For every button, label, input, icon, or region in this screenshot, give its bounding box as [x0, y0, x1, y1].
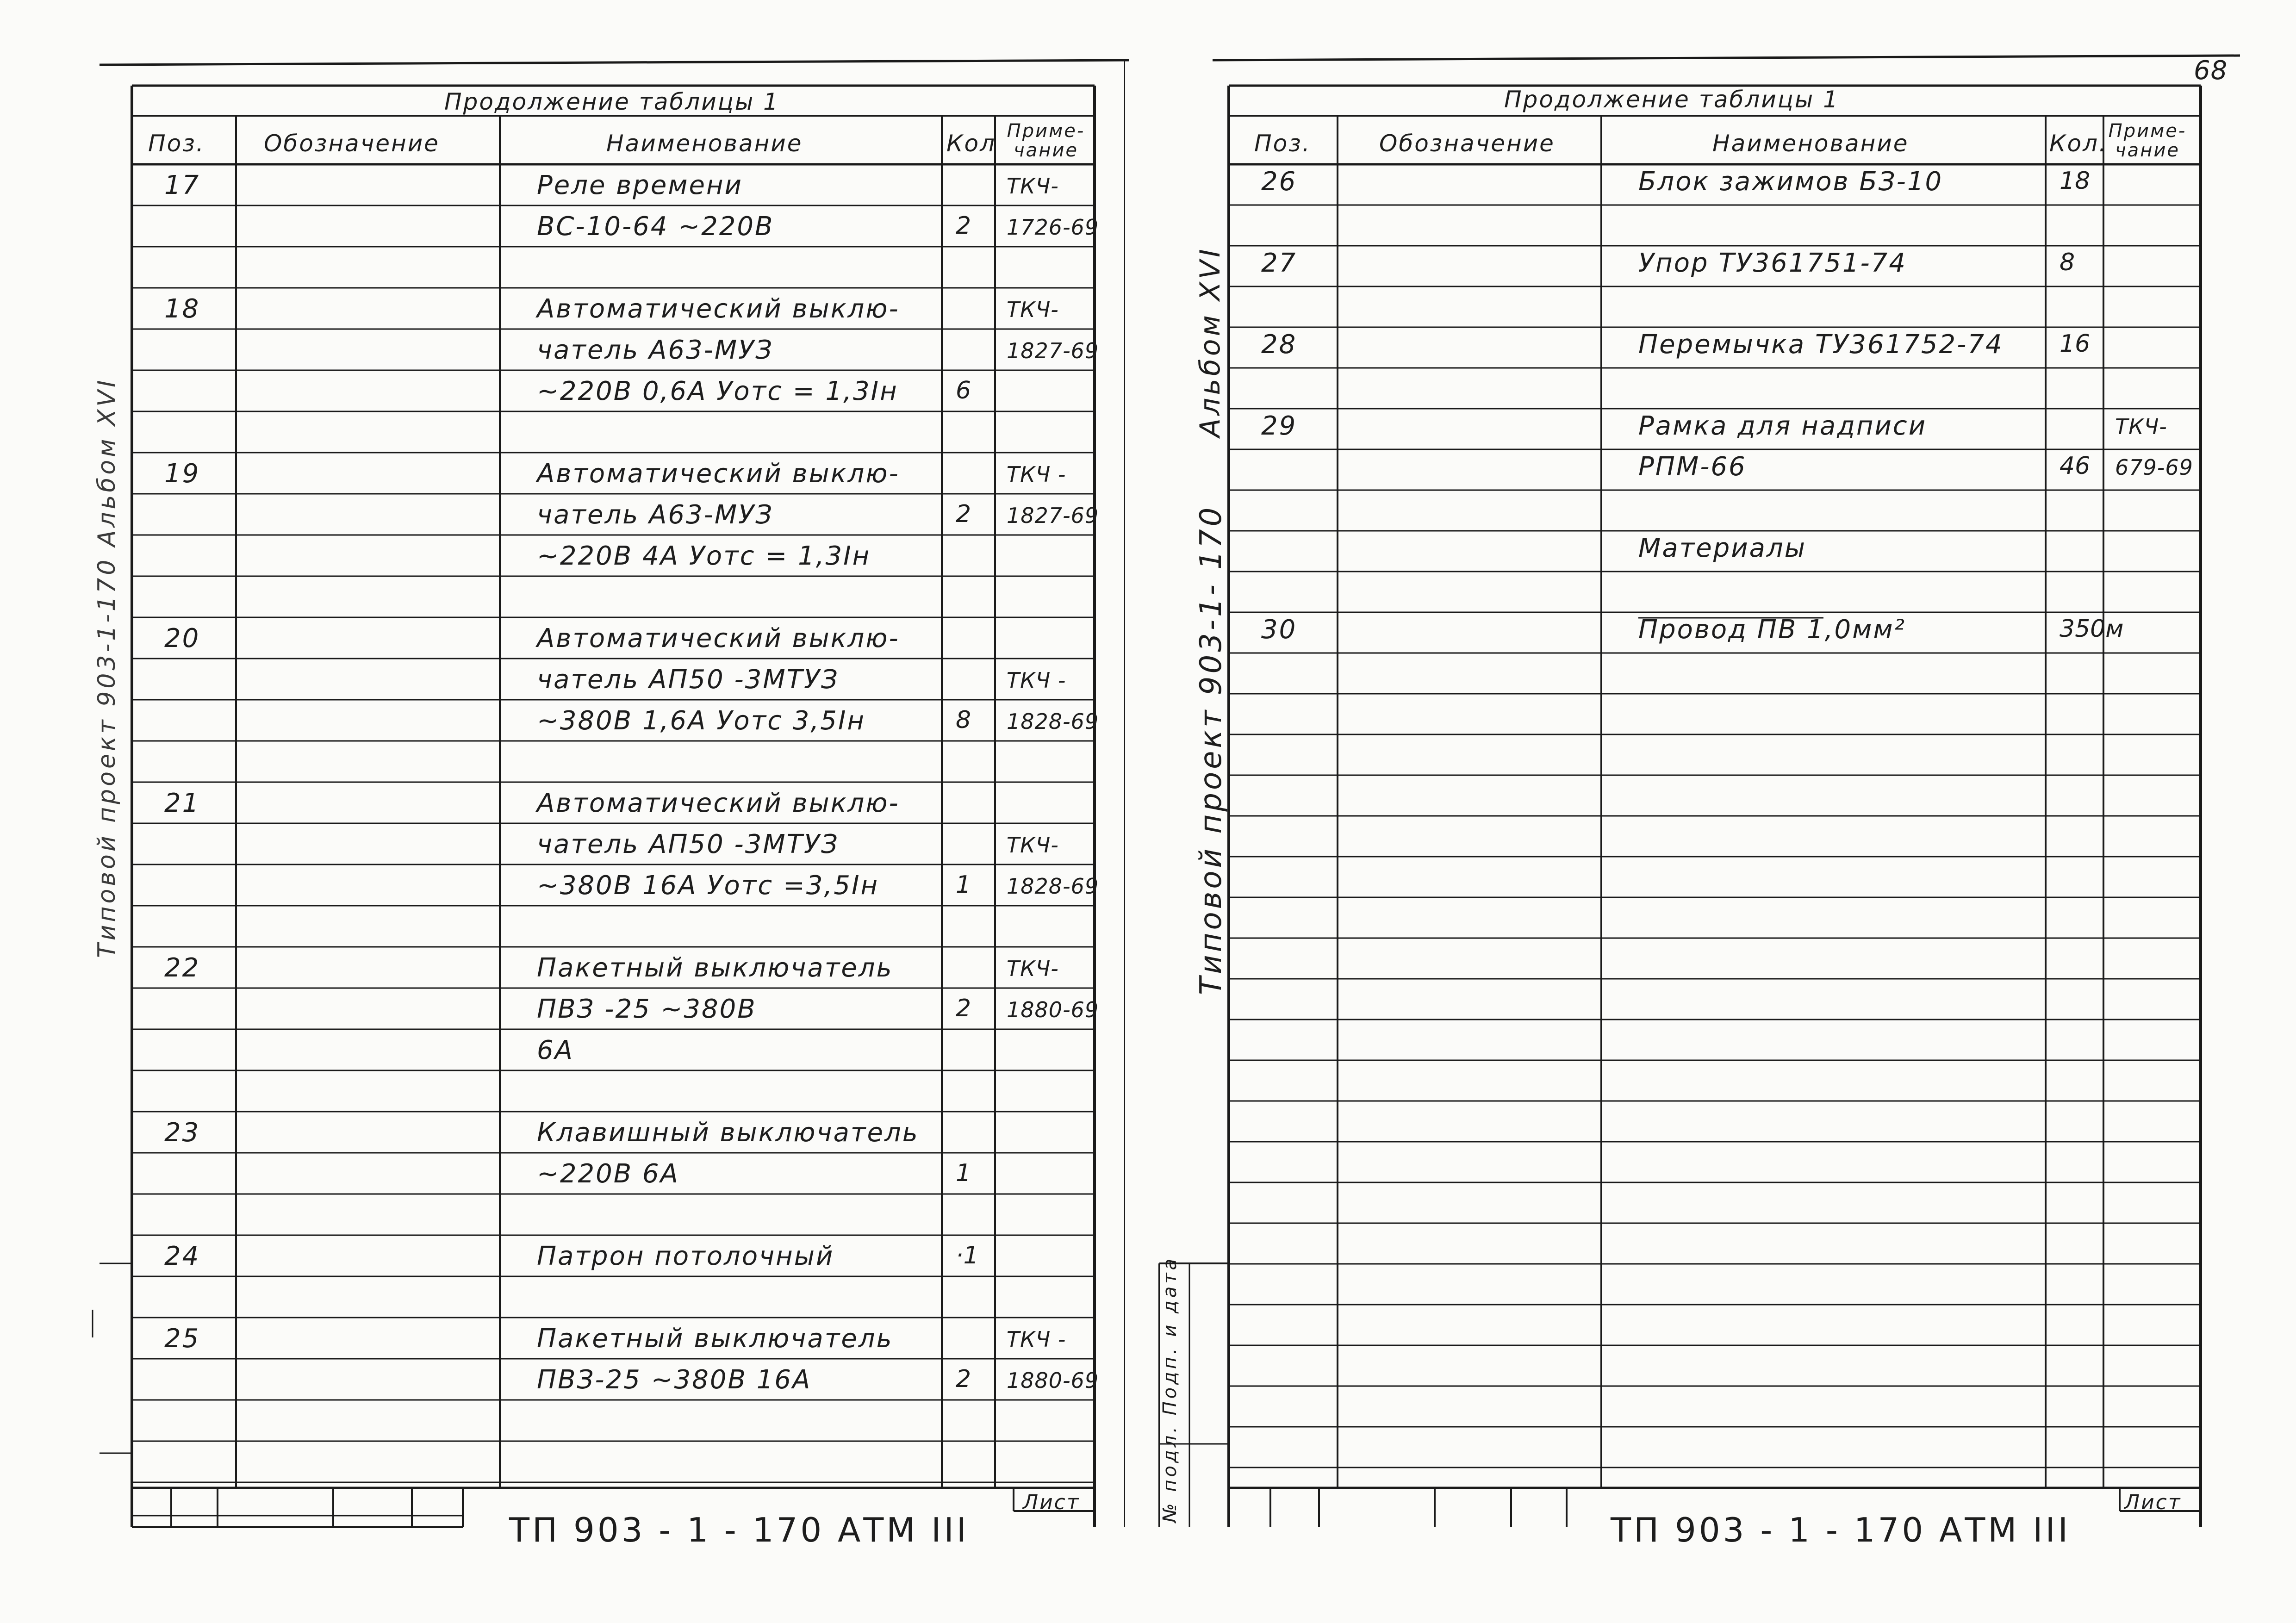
row-note: 1827-69 [1007, 503, 1099, 528]
row-pos: 23 [164, 1118, 200, 1148]
left-header-note: Приме-чание [1007, 120, 1085, 161]
page-number: 68 [2194, 56, 2228, 86]
row-name: чатель А63-МУЗ [537, 500, 774, 530]
row-name: чатель АП50 -3МТУЗ [537, 665, 839, 695]
row-pos: 27 [1261, 248, 1297, 278]
row-name: Патрон потолочный [537, 1241, 834, 1271]
row-pos: 26 [1261, 167, 1297, 197]
right-sheet-label: Лист [2124, 1491, 2182, 1514]
row-note: ТКЧ- [2115, 414, 2167, 439]
left-table-caption: Продолжение таблицы 1 [444, 88, 779, 115]
signature-box-label: № подл. Подп. и дата [1159, 1256, 1181, 1523]
row-qty: 2 [956, 1365, 971, 1393]
row-note: ТКЧ- [1007, 297, 1059, 322]
row-name: Материалы [1638, 533, 1806, 563]
left-stamp-title: ТП 903 - 1 - 170 АТМ III [509, 1511, 970, 1549]
row-name: Автоматический выклю- [537, 294, 900, 324]
row-pos: 20 [164, 623, 200, 653]
row-name: Автоматический выклю- [537, 788, 900, 818]
row-name: Упор ТУ361751-74 [1638, 248, 1907, 278]
row-pos: 21 [164, 788, 200, 818]
row-name: Автоматический выклю- [537, 623, 900, 653]
row-note: ТКЧ - [1007, 1327, 1066, 1352]
row-note: 1827-69 [1007, 338, 1099, 363]
row-pos: 22 [164, 953, 200, 983]
left-header-qty: Кол [946, 130, 996, 157]
row-pos: 30 [1261, 615, 1297, 645]
row-pos: 17 [164, 170, 200, 200]
row-qty: 8 [956, 706, 971, 734]
left-side-project-text: Типовой проект 903-1-170 Альбом XVI [93, 377, 121, 958]
row-note: 1828-69 [1007, 709, 1099, 734]
row-name: чатель А63-МУЗ [537, 335, 774, 365]
right-header-designation: Обозначение [1379, 130, 1555, 157]
row-name: ~380В 16А Уотс =3,5Ін [537, 871, 879, 901]
row-name: ПВЗ-25 ~380В 16А [537, 1365, 812, 1395]
right-header-pos: Поз. [1254, 130, 1311, 157]
right-header-qty: Кол. [2049, 130, 2108, 157]
row-note: ТКЧ - [1007, 668, 1066, 693]
right-table-caption: Продолжение таблицы 1 [1504, 86, 1839, 113]
row-name: РПМ-66 [1638, 452, 1747, 482]
left-header-name: Наименование [606, 130, 803, 157]
row-qty: 350м [2060, 615, 2124, 643]
row-note: 1880-69 [1007, 997, 1099, 1022]
row-note: ТКЧ - [1007, 462, 1066, 487]
row-qty: 2 [956, 212, 971, 240]
right-album-label: Альбом XVI [1194, 246, 1226, 437]
row-note: 1880-69 [1007, 1368, 1099, 1393]
grid-line [100, 60, 1129, 65]
row-name: 6А [537, 1035, 574, 1065]
row-qty: 6 [956, 377, 971, 404]
row-name: Реле времени [537, 170, 743, 200]
row-qty: ·1 [956, 1242, 979, 1269]
row-name: ~220В 6А [537, 1159, 679, 1189]
row-name: Блок зажимов БЗ-10 [1638, 167, 1943, 197]
row-note: 679-69 [2115, 455, 2193, 480]
row-note: 1828-69 [1007, 874, 1099, 899]
row-name: ~380В 1,6А Уотс 3,5Ін [537, 706, 865, 736]
left-sheet-label: Лист [1023, 1491, 1080, 1514]
row-name: Пакетный выключатель [537, 1324, 893, 1354]
right-header-note: Приме-чание [2108, 120, 2187, 161]
row-pos: 18 [164, 294, 200, 324]
row-note: ТКЧ- [1007, 956, 1059, 981]
right-header-name: Наименование [1712, 130, 1909, 157]
row-note: ТКЧ- [1007, 833, 1059, 858]
row-qty: 2 [956, 500, 971, 528]
row-qty: 46 [2060, 452, 2091, 480]
row-name: чатель АП50 -3МТУЗ [537, 829, 839, 859]
row-qty: 1 [956, 1159, 971, 1187]
left-header-pos: Поз. [148, 130, 205, 157]
row-qty: 8 [2060, 249, 2075, 276]
row-pos: 24 [164, 1241, 200, 1271]
row-name: Пакетный выключатель [537, 953, 893, 983]
row-note: 1726-69 [1007, 215, 1099, 240]
row-pos: 25 [164, 1324, 200, 1354]
row-name: ПВЗ -25 ~380В [537, 994, 757, 1024]
row-name: ВС-10-64 ~220В [537, 211, 774, 242]
right-project-label: Типовой проект 903-1- 170 [1194, 504, 1228, 995]
row-name: Рамка для надписи [1638, 411, 1927, 441]
row-pos: 28 [1261, 330, 1297, 360]
row-name: Перемычка ТУ361752-74 [1638, 330, 2004, 360]
row-qty: 2 [956, 995, 971, 1022]
row-name: ~220В 4А Уотс = 1,3Ін [537, 541, 871, 571]
row-name: Клавишный выключатель [537, 1118, 919, 1148]
left-header-designation: Обозначение [264, 130, 440, 157]
row-name: Автоматический выклю- [537, 459, 900, 489]
row-name: ~220В 0,6А Уотс = 1,3Ін [537, 376, 898, 406]
row-qty: 18 [2060, 167, 2091, 195]
row-pos: 19 [164, 459, 200, 489]
row-name: Провод ПВ 1,0мм² [1638, 615, 1906, 645]
row-qty: 1 [956, 871, 971, 899]
row-pos: 29 [1261, 411, 1297, 441]
row-note: ТКЧ- [1007, 174, 1059, 199]
row-qty: 16 [2060, 330, 2091, 358]
grid-line [1213, 56, 2240, 60]
right-stamp-title: ТП 903 - 1 - 170 АТМ III [1611, 1511, 2071, 1549]
